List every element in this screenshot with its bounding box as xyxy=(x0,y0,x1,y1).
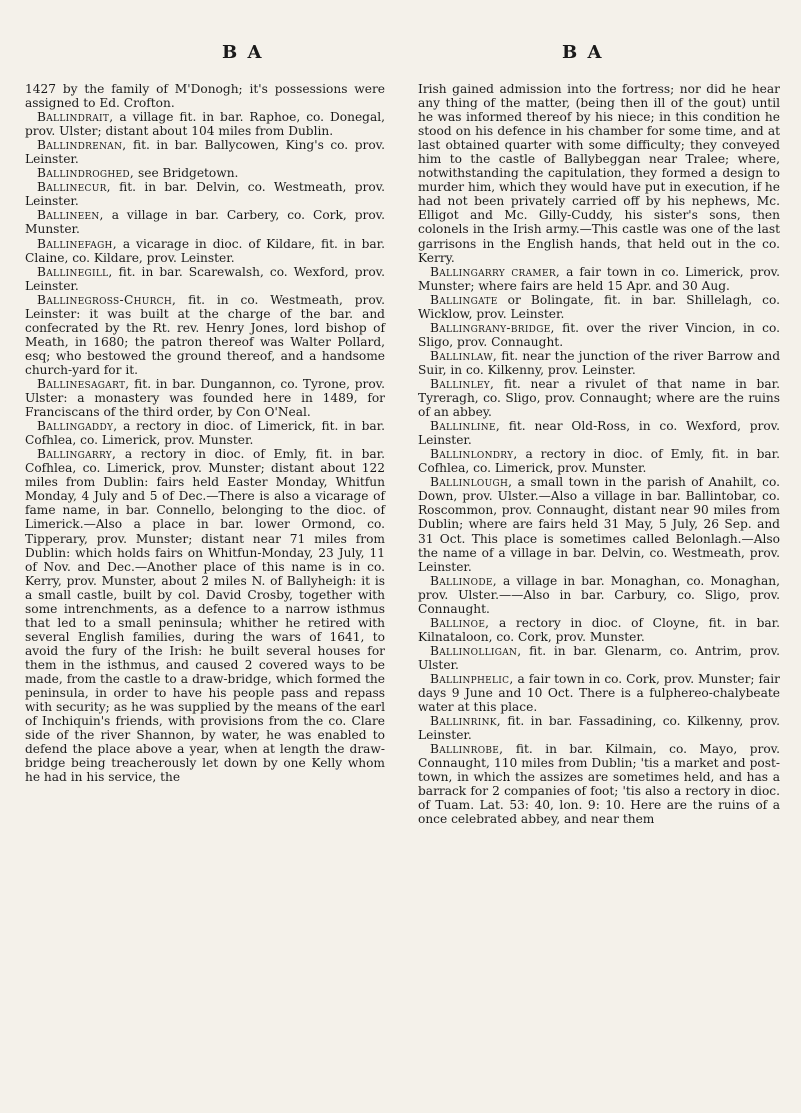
gazetteer-entry xyxy=(25,377,385,419)
entry-text: Irish gained admission into the fortress; nor did he hear any thing of the matter, (being then ill of the gout) until he was informed thereof by his niece; in this condition he stood on his defence in his chamber for some time, and at last obtained quarter with some difficulty; they conveyed him to the castle of Ballybeggan near Tralee; where, notwithstanding the capitulation, they formed a design to murder him, which they would have put in execution, if he had not been privately carried off by his nephews, Mc. Elligot and Mc. Gilly-Cuddy, his sister's sons, then colonels in the Irish army.—This castle was one of the last garrisons in the English hands, that held out in the co. Kerry. xyxy=(418,82,780,265)
entry-headword: Ballindrenan, xyxy=(37,138,127,153)
entry-headword: Ballinrobe, xyxy=(430,742,504,757)
gazetteer-entry xyxy=(418,419,780,447)
entry-text: a village in bar. Monaghan, co. Monaghan, prov. Ulster.——Also in bar. Carbury, co. Sligo, prov. Connaught. xyxy=(418,573,780,616)
gazetteer-entry xyxy=(25,166,385,180)
entry-text: a fair town in co. Limerick, prov. Munster; where fairs are held 15 Apr. and 30 Aug. xyxy=(418,264,780,293)
entry-text: fit. in bar. Fassadining, co. Kilkenny, prov. Leinster. xyxy=(418,714,780,743)
entry-text: a vicarage in dioc. of Kildare, fit. in bar. Claine, co. Kildare, prov. Leinster. xyxy=(25,236,385,265)
gazetteer-entry xyxy=(418,616,780,644)
entry-text: fit. in bar. Dungannon, co. Tyrone, prov. Ulster: a monastery was founded here in 1489, for Franciscans of the third order, by Con O'Neal. xyxy=(25,376,385,420)
gazetteer-entry xyxy=(418,742,780,826)
entry-text: fit. in bar. Delvin, co. Westmeath, prov. Leinster. xyxy=(25,180,385,209)
entry-headword: Ballingrany-bridge, xyxy=(430,320,555,335)
gazetteer-entry xyxy=(418,82,780,265)
gazetteer-entry xyxy=(25,447,385,784)
entry-text: fit. near the junction of the river Barrow and Suir, in co. Kilkenny, prov. Leinster. xyxy=(418,348,780,377)
gazetteer-entry xyxy=(25,110,385,138)
entry-headword: Ballinlondry, xyxy=(430,447,518,462)
entry-text: a rectory in dioc. of Emly, fit. in bar. Cofhlea, co. Limerick, prov. Munster. xyxy=(418,447,780,476)
gazetteer-entry xyxy=(25,138,385,166)
gazetteer-entry xyxy=(418,672,780,714)
entry-headword: Ballindroghed, xyxy=(37,166,135,181)
entry-headword: Ballingate xyxy=(430,292,498,307)
entry-text: fit. in bar. Glenarm, co. Antrim, prov. Ulster. xyxy=(418,643,780,672)
gazetteer-entry xyxy=(418,475,780,573)
gazetteer-entry xyxy=(418,377,780,419)
entry-headword: Ballinegross-Church, xyxy=(37,292,177,307)
entry-text: fit. in bar. Ballycowen, King's co. prov. Leinster. xyxy=(25,138,385,167)
gazetteer-entry xyxy=(25,419,385,447)
entry-text: a small town in the parish of Anahilt, co. Down, prov. Ulster.—Also a village in bar. Ballintobar, co. Roscommon, prov. Connaught, distant near 90 miles from Dublin; where are fairs held 31 May, 5 July, 26 Sep. and 31 Oct. This place is sometimes called Belonlagh.—Also the name of a village in bar. Delvin, co. Westmeath, prov. Leinster. xyxy=(418,475,780,574)
entry-text: fit. over the river Vincion, in co. Sligo, prov. Connaught. xyxy=(418,320,780,349)
right-column xyxy=(418,82,780,826)
entry-text: a village fit. in bar. Raphoe, co. Donegal, prov. Ulster; distant about 104 miles from Dublin. xyxy=(25,110,385,139)
entry-text: fit. near Old-Ross, in co. Wexford, prov. Leinster. xyxy=(418,419,780,448)
entry-headword: Ballinode, xyxy=(430,573,497,588)
gazetteer-entry xyxy=(418,349,780,377)
entry-headword: Ballinline, xyxy=(430,419,500,434)
entry-text: fit. near a rivulet of that name in bar. Tyreragh, co. Sligo, prov. Connaught; where are the ruins of an abbey. xyxy=(418,376,780,420)
entry-headword: Ballinesagart, xyxy=(37,376,130,391)
entry-headword: Ballindrait, xyxy=(37,110,114,125)
running-header xyxy=(0,42,801,72)
entry-text: fit. in bar. Kilmain, co. Mayo, prov. Connaught, 110 miles from Dublin; 'tis a market and post-town, in which the assizes are sometimes held, and has a barrack for 2 companies of foot; 'tis also a rectory in dioc. of Tuam. Lat. 53: 40, lon. 9: 10. Here are the ruins of a once celebrated abbey, and near them xyxy=(418,742,780,827)
gazetteer-entry xyxy=(25,293,385,377)
gazetteer-entry xyxy=(418,321,780,349)
gazetteer-entry xyxy=(418,265,780,293)
entry-text: fit. in bar. Scarewalsh, co. Wexford, prov. Leinster. xyxy=(25,264,385,293)
gazetteer-entry xyxy=(418,644,780,672)
gazetteer-entry xyxy=(25,237,385,265)
gazetteer-entry xyxy=(418,714,780,742)
gazetteer-entry xyxy=(418,447,780,475)
entry-text: a rectory in dioc. of Limerick, fit. in bar. Cofhlea, co. Limerick, prov. Munster. xyxy=(25,419,385,448)
entry-headword: Ballinefagh, xyxy=(37,236,117,251)
entry-text: a rectory in dioc. of Emly, fit. in bar. Cofhlea, co. Limerick, prov. Munster; distant about 122 miles from Dublin: fairs held Easter Monday, Whitfun Monday, 4 July and 5 of Dec.—There is also a vicarage of fame name, in bar. Connello, belonging to the dioc. of Limerick.—Also a place in bar. lower Ormond, co. Tipperary, prov. Munster; distant near 71 miles from Dublin: which holds fairs on Whitfun-Monday, 23 July, 11 of Nov. and Dec.—Another place of this name is in co. Kerry, prov. Munster, about 2 miles N. of Ballyheigh: it is a small castle, built by col. David Crosby, together with some intrenchments, as a defence to a narrow isthmus that led to a small peninsula; whither he retired with several English families, during the wars of 1641, to avoid the fury of the Irish: he built several houses for them in the isthmus, and caused 2 covered ways to be made, from the castle to a draw-bridge, which formed the peninsula, in order to have his people pass and repass with security; as he was supplied by the means of the earl of Inchiquin's friends, with provisions from the co. Clare side of the river Shannon, by water, he was enabled to defend the place above a year, when at length the draw-bridge being treacherously let down by one Kelly whom he had in his service, the xyxy=(25,447,385,785)
entry-headword: Ballinecur, xyxy=(37,180,111,195)
entry-headword: Ballinoe, xyxy=(430,615,490,630)
entry-text: 1427 by the family of M'Donogh; it's possessions were assigned to Ed. Crofton. xyxy=(25,82,385,111)
entry-headword: Ballinlaw, xyxy=(430,348,498,363)
entry-headword: Ballinolligan, xyxy=(430,643,522,658)
entry-headword: Ballinley, xyxy=(430,376,495,391)
entry-headword: Ballinphelic, xyxy=(430,671,514,686)
entry-headword: Ballinrink, xyxy=(430,714,501,729)
left-column xyxy=(25,82,385,784)
header-left: B A xyxy=(222,42,264,63)
gazetteer-entry xyxy=(25,82,385,110)
entry-headword: Ballinlough, xyxy=(430,475,513,490)
entry-headword: Ballinegill, xyxy=(37,264,113,279)
entry-text: a village in bar. Carbery, co. Cork, prov. Munster. xyxy=(25,208,385,237)
entry-headword: Ballineen, xyxy=(37,208,104,223)
entry-headword: Ballingarry, xyxy=(37,447,117,462)
entry-text: a rectory in dioc. of Cloyne, fit. in bar. Kilnataloon, co. Cork, prov. Munster. xyxy=(418,615,780,644)
entry-text: a fair town in co. Cork, prov. Munster; fair days 9 June and 10 Oct. There is a fulphereo-chalybeate water at this place. xyxy=(418,671,780,715)
entry-text: or Bolingate, fit. in bar. Shillelagh, co. Wicklow, prov. Leinster. xyxy=(418,292,780,321)
header-right: B A xyxy=(562,42,604,63)
gazetteer-entry xyxy=(25,208,385,236)
entry-headword: Ballingaddy, xyxy=(37,419,118,434)
gazetteer-entry xyxy=(418,574,780,616)
gazetteer-entry xyxy=(418,293,780,321)
entry-text: fit. in co. Westmeath, prov. Leinster: it was built at the charge of the bar. and confecrated by the Rt. rev. Henry Jones, lord bishop of Meath, in 1680; the patron thereof was Walter Pollard, esq; who bestowed the ground thereof, and a handsome church-yard for it. xyxy=(25,292,385,377)
entry-headword: Ballingarry cramer, xyxy=(430,264,561,279)
gazetteer-entry xyxy=(25,265,385,293)
entry-text: see Bridgetown. xyxy=(134,166,239,181)
gazetteer-entry xyxy=(25,180,385,208)
